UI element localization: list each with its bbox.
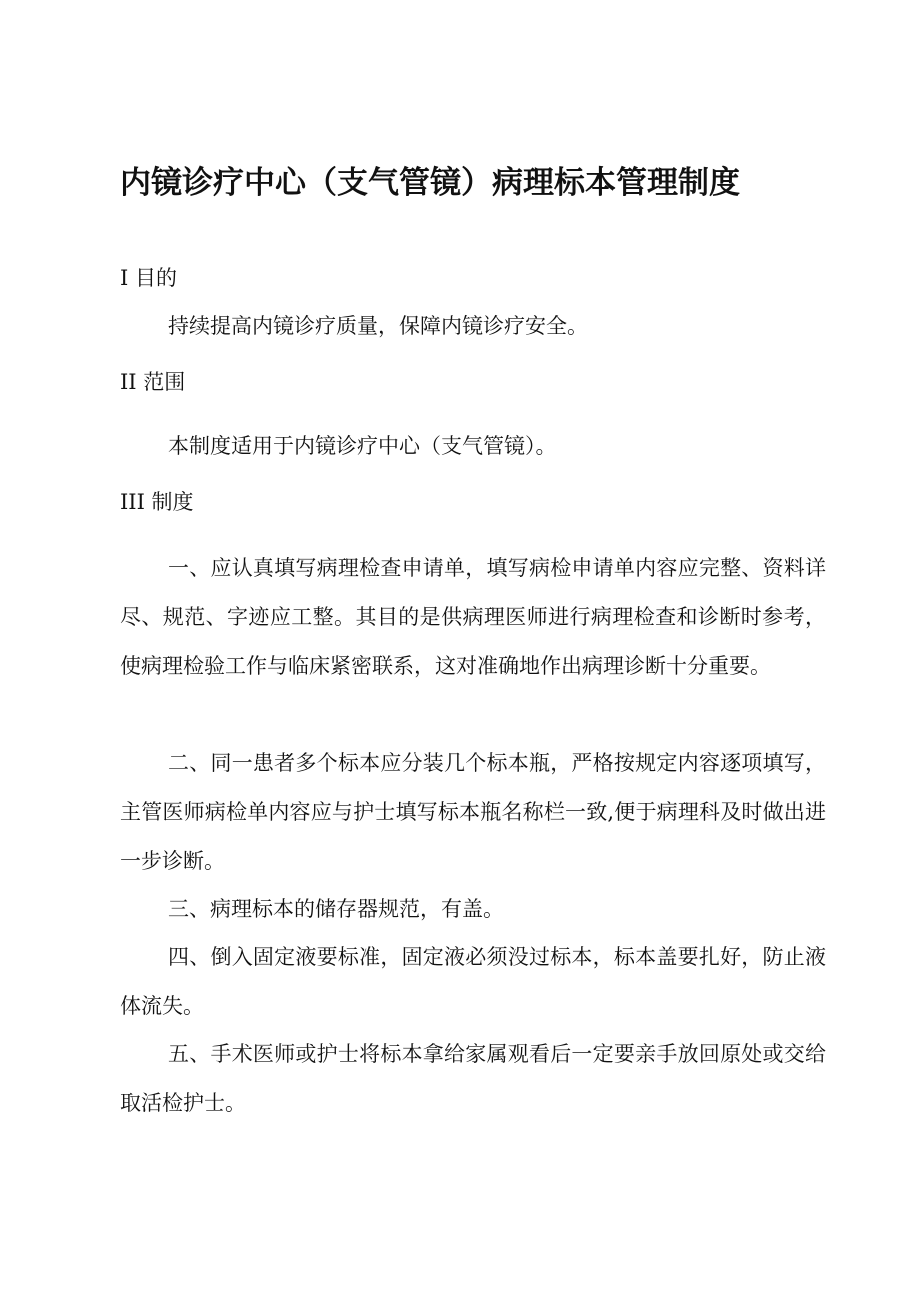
section-heading-scope: II 范围 <box>120 370 186 394</box>
paragraph-policy-item-4: 四、倒入固定液要标准，固定液必须没过标本，标本盖要扎好，防止液体流失。 <box>120 945 826 1018</box>
paragraph-purpose: 持续提高内镜诊疗质量，保障内镜诊疗安全。 <box>168 314 588 338</box>
paragraph-policy-item-5: 五、手术医师或护士将标本拿给家属观看后一定要亲手放回原处或交给取活检护士。 <box>120 1042 826 1115</box>
document-title: 内镜诊疗中心（支气管镜）病理标本管理制度 <box>120 165 740 201</box>
section-heading-purpose: I 目的 <box>120 266 177 290</box>
paragraph-scope: 本制度适用于内镜诊疗中心（支气管镜）。 <box>168 434 557 458</box>
section-heading-policy: III 制度 <box>120 490 194 514</box>
paragraph-policy-item-2: 二、同一患者多个标本应分装几个标本瓶，严格按规定内容逐项填写，主管医师病检单内容应与护士填写标本瓶名称栏一致,便于病理科及时做出进一步诊断。 <box>120 751 826 873</box>
paragraph-policy-item-3: 三、病理标本的储存器规范，有盖。 <box>168 897 504 921</box>
paragraph-policy-item-1: 一、应认真填写病理检查申请单，填写病检申请单内容应完整、资料详尽、规范、字迹应工整。其目的是供病理医师进行病理检查和诊断时参考，使病理检验工作与临床紧密联系，这对准确地作出病理诊断十分重要。 <box>120 556 826 678</box>
